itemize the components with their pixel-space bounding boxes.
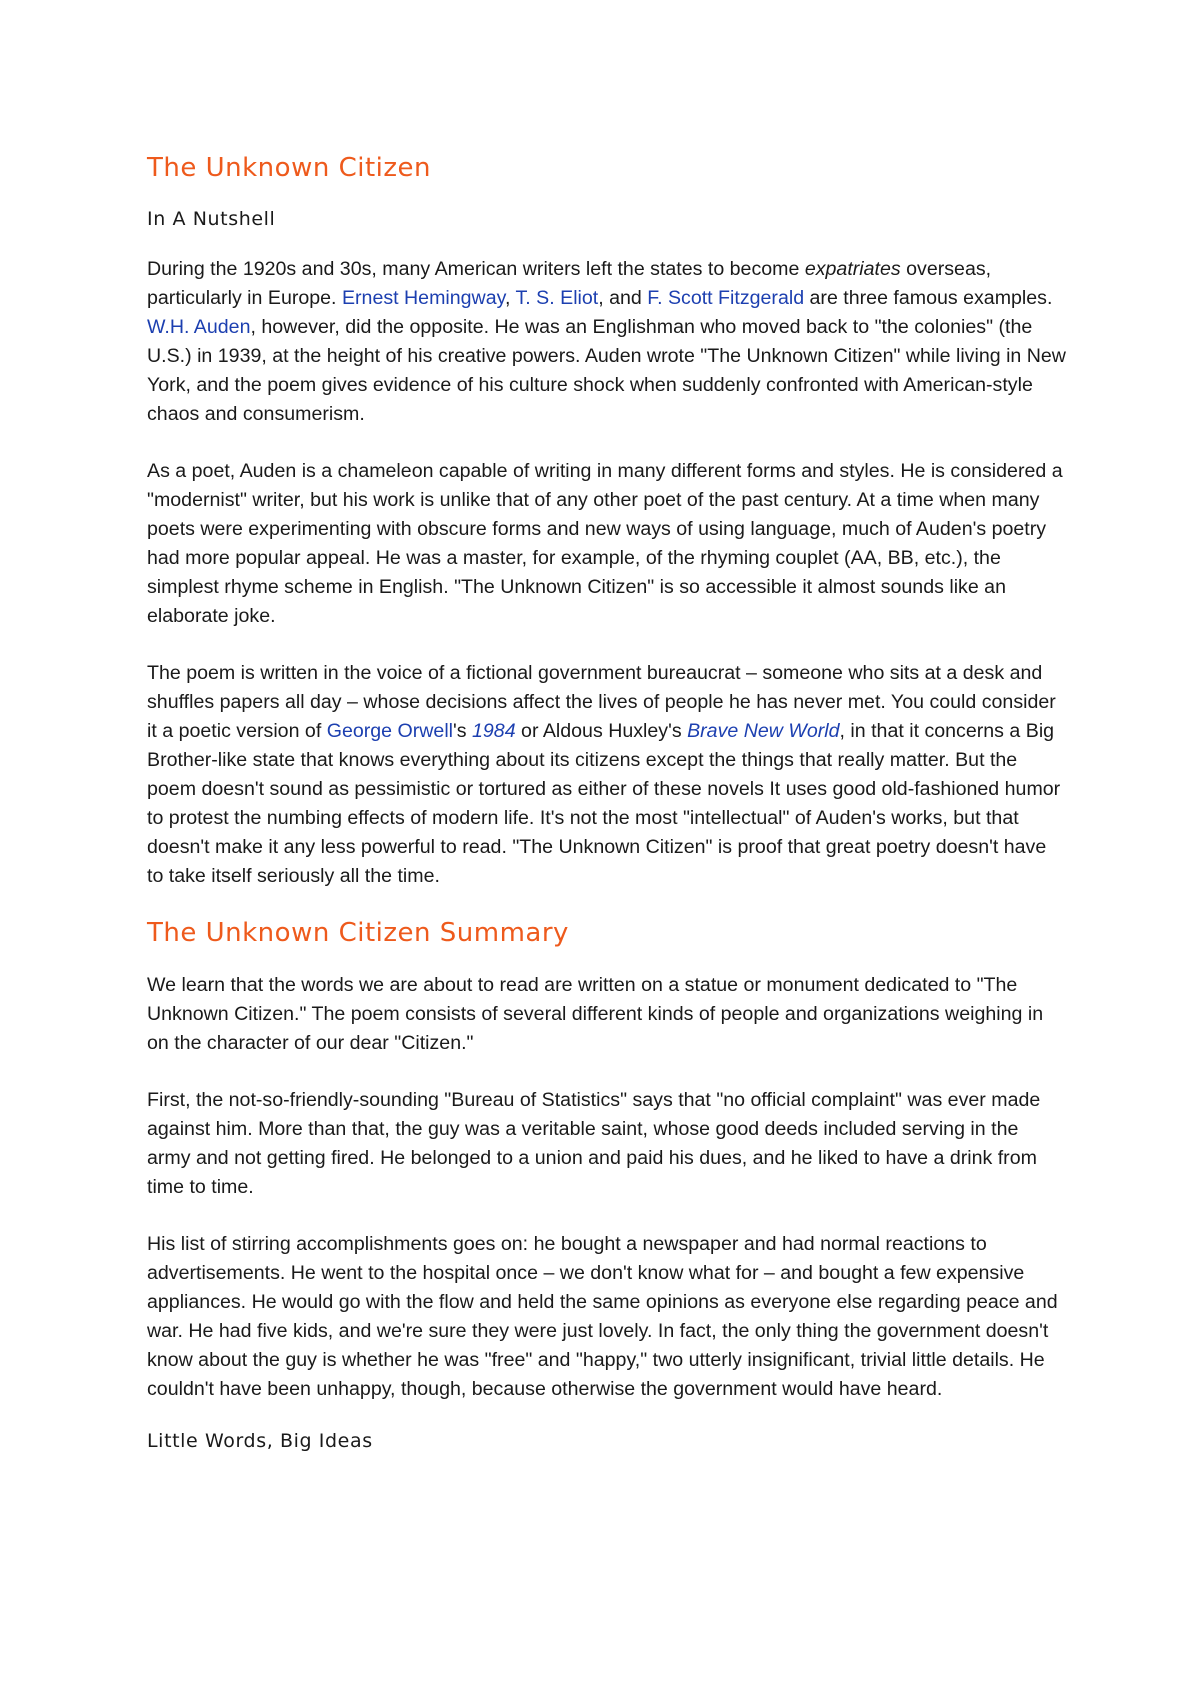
text-run: The poem is written in the voice of a fictional government bureaucrat – someone who sits at a desk and shuffles papers all day – whose decisions affect the lives of people he has never met. You could consider it a poetic version of [147,662,1056,742]
document-page [147,150,1067,1454]
text-run: or Aldous Huxley's [515,720,688,742]
paragraph-summary-intro: We learn that the words we are about to read are written on a statue or monument dedicated to "The Unknown Citizen." The poem consists of several different kinds of people and organizations weighing in on the character of our dear "Citizen." [147,974,1044,1054]
link-ernest-hemingway[interactable]: Ernest Hemingway [341,287,505,309]
paragraph-bureaucrat-voice [147,659,1067,891]
text-run: 's [453,720,473,742]
paragraph-intro [147,255,1067,429]
text-run: , and [598,287,648,309]
text-run: , in that it concerns a Big Brother-like state that knows everything about its citizens except the things that really matter. But the poem doesn't sound as pessimistic or tortured as either of these novels It uses good old-fashioned humor to protest the numbing effects of modern life. It's not the most "intellectual" of Auden's works, but that doesn't make it any less powerful to read. "The Unknown Citizen" is proof that great poetry doesn't have to take itself seriously all the time. [147,720,1061,887]
page-title: The Unknown Citizen [147,153,431,183]
text-run: overseas, particularly in Europe. [147,258,992,309]
paragraph-accomplishments: His list of stirring accomplishments goes on: he bought a newspaper and had normal reactions to advertisements. He went to the hospital once – we don't know what for – and bought a few expensive appliances. He would go with the flow and held the same opinions as everyone else regarding peace and war. He had five kids, and we're sure they were just lovely. In fact, the only thing the government doesn't know about the guy is whether he was "free" and "happy," two utterly insignificant, trivial little details. He couldn't have been unhappy, though, because otherwise the government would have heard. [147,1233,1058,1400]
link-brave-new-world[interactable]: Brave New World [687,720,840,742]
section-subheading-nutshell: In A Nutshell [147,208,276,230]
text-run: are three famous examples. [804,287,1053,309]
emphasis-expatriates: expatriates [804,258,901,280]
link-f-scott-fitzgerald[interactable]: F. Scott Fitzgerald [647,287,805,309]
section-subheading-little-words: Little Words, Big Ideas [147,1430,373,1452]
text-run: , however, did the opposite. He was an Englishman who moved back to "the colonies" (the U.S.) in 1939, at the height of his creative powers. Auden wrote "The Unknown Citizen" while living in New York, and the poem gives evidence of his culture shock when suddenly confronted with American-style chaos and consumerism. [147,316,1066,425]
text-run: During the 1920s and 30s, many American writers left the states to become [147,258,805,280]
link-1984[interactable]: 1984 [472,720,516,742]
text-run: , [504,287,516,309]
paragraph-bureau-statistics: First, the not-so-friendly-sounding "Bureau of Statistics" says that "no official complaint" was ever made against him. More than that, the guy was a veritable saint, whose good deeds included serving in the army and not getting fired. He belonged to a union and paid his dues, and he liked to have a drink from time to time. [147,1089,1041,1198]
section-title-summary: The Unknown Citizen Summary [147,918,569,948]
link-ts-eliot[interactable]: T. S. Eliot [515,287,599,309]
link-george-orwell[interactable]: George Orwell [326,720,454,742]
link-wh-auden[interactable]: W.H. Auden [147,316,251,338]
paragraph-poet-style: As a poet, Auden is a chameleon capable of writing in many different forms and styles. He is considered a "modernist" writer, but his work is unlike that of any other poet of the past century. At a time when many poets were experimenting with obscure forms and new ways of using language, much of Auden's poetry had more popular appeal. He was a master, for example, of the rhyming couplet (AA, BB, etc.), the simplest rhyme scheme in English. "The Unknown Citizen" is so accessible it almost sounds like an elaborate joke. [147,460,1063,627]
